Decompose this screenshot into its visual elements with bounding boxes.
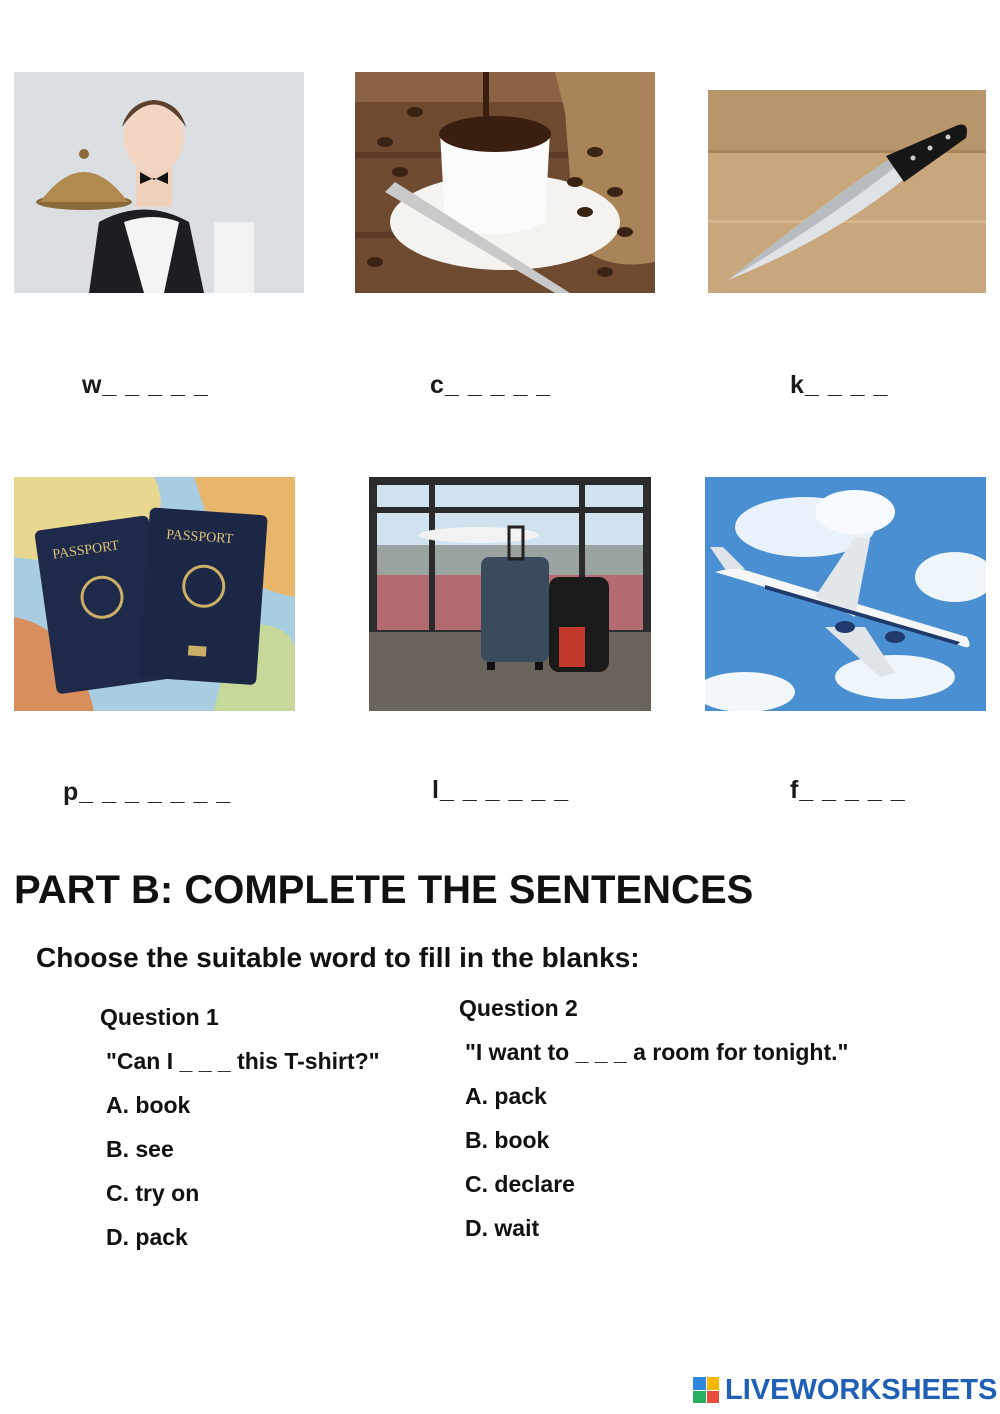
question-1-sentence: "Can I _ _ _ this T-shirt?" (106, 1048, 380, 1074)
coffee-cup-photo (355, 72, 655, 293)
waiter-photo (14, 72, 304, 293)
svg-text:PASSPORT: PASSPORT (165, 527, 234, 548)
hint-flight: f_ _ _ _ _ (790, 776, 906, 804)
question-2-option-b[interactable]: B. book (465, 1127, 550, 1153)
kitchen-knife-photo (708, 90, 986, 293)
question-1-option-c[interactable]: C. try on (106, 1180, 200, 1206)
question-1-option-a[interactable]: A. book (106, 1092, 191, 1118)
liveworksheets-logo-icon (693, 1377, 719, 1403)
passports-photo (14, 477, 295, 711)
luggage-at-airport-photo (369, 477, 651, 711)
liveworksheets-logo (693, 1374, 997, 1406)
liveworksheets-brand: LIVEWORKSHEETS (725, 1373, 998, 1406)
question-1-option-d[interactable]: D. pack (106, 1224, 188, 1250)
question-1-option-b[interactable]: B. see (106, 1136, 174, 1162)
question-2-option-c[interactable]: C. declare (465, 1171, 575, 1197)
question-2-sentence: "I want to _ _ _ a room for tonight." (465, 1039, 849, 1065)
question-2-option-d[interactable]: D. wait (465, 1215, 540, 1241)
question-1-heading: Question 1 (100, 1004, 219, 1030)
question-2-heading: Question 2 (459, 995, 578, 1021)
hint-coffee: c_ _ _ _ _ (430, 371, 552, 399)
hint-passport: p_ _ _ _ _ _ _ (63, 778, 232, 806)
question-2-option-a[interactable]: A. pack (465, 1083, 547, 1109)
hint-waiter: w_ _ _ _ _ (82, 371, 209, 399)
airplane-in-sky-photo (705, 477, 986, 711)
part-b-instruction: Choose the suitable word to fill in the blanks: (36, 942, 640, 973)
part-b-title: PART B: COMPLETE THE SENTENCES (14, 868, 754, 912)
hint-luggage: l_ _ _ _ _ _ (432, 776, 570, 804)
svg-text:PASSPORT: PASSPORT (51, 538, 121, 563)
hint-knife: k_ _ _ _ (790, 371, 889, 399)
